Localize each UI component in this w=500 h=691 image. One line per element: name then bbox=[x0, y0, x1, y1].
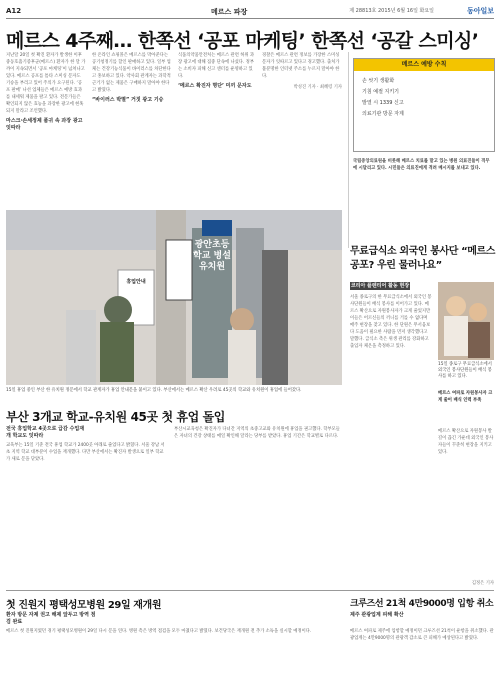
volunteer-side-text: 메르스 확산으로 자원봉사 발길이 끊긴 가운데 외국인 봉사자들이 꾸준히 현장을 지키고 있다. bbox=[438, 429, 494, 455]
prevention-ad-box bbox=[353, 58, 495, 152]
pyeongtaek-text: 메르스 첫 진원지였던 경기 평택성모병원이 29일 다시 문을 연다. 병원 측은 방역 점검을 모두 마쳤다고 밝혔다. 보건당국은 재개원 전 추가 소독을 실시할 예정이다. bbox=[6, 629, 312, 634]
pyeongtaek-headline: 첫 진원지 평택성모병원 29일 재개원 bbox=[6, 600, 162, 611]
sidebar-divider bbox=[348, 52, 349, 248]
pyeongtaek-subhead: 환자 방문 자제 권고 해제 앞두고 방역 점검 완료 bbox=[6, 612, 96, 625]
sidebar-note: 국립중앙의료원을 비롯해 메르스 치료를 맡고 있는 병원 의료진들이 격무에 시달리고 있다. 시민들은 의료진에게 격려 메시지를 보내고 있다. bbox=[353, 159, 490, 171]
section-title: 메르스 파장 bbox=[211, 8, 248, 16]
lead-col-1 bbox=[6, 52, 86, 205]
busan-left-text: 교육부는 15일 기준 전국 휴업 학교가 2400곳 아래로 줄었다고 밝혔다. 서울 강남 서초 지역 학교 대부분이 수업을 재개했다. 다만 부산에서는 확진자 발생으로 일부 학교가 새로 문을 닫았다. bbox=[6, 443, 165, 462]
lead-col-2-subhead: “바이러스 박멸” 거짓 광고 기승 bbox=[92, 97, 164, 103]
ad-line: 의료기관 방문 자제 bbox=[362, 111, 404, 117]
gate-notice-sign: 휴업안내 bbox=[126, 279, 146, 285]
volunteer-bold-note: 메르스 여파로 자원봉사자 크게 줄어 배식 인력 부족 bbox=[438, 391, 493, 403]
ad-line: 발열 시 1339 신고 bbox=[362, 100, 404, 106]
lead-col-1-subhead: 마스크·손세정제 품귀 속 과장 광고 잇따라 bbox=[6, 118, 83, 131]
volunteer-text: 서울 종로구의 한 무료급식소에서 외국인 봉사단원들이 배식 봉사를 이어가고 있다. 메르스 확산으로 자원봉사자가 크게 줄었지만 이들은 어르신들의 끼니를 거를 수 없다며 매주 현장을 찾고 있다. 한 단원은 무서움보다 도움이 필요한 사람을 먼저 생각했다고 말했다. 급식소 측은 위생 관리를 강화하고 출입자 체온을 측정하고 있다. bbox=[350, 295, 432, 349]
main-photo-caption: 15일 휴업 중인 부산 한 유치원 정문에서 학교 관계자가 휴업 안내문을 붙이고 있다. 부산에서는 메르스 확산 우려로 45곳의 학교와 유치원이 휴업에 들어갔다. bbox=[6, 388, 302, 393]
page-number: A12 bbox=[6, 7, 22, 15]
ad-title: 메르스 예방 수칙 bbox=[354, 59, 494, 71]
issue-date: 제 28813호 2015년 6월 16일 화요일 bbox=[349, 8, 434, 14]
bottom-section-rule bbox=[6, 590, 494, 591]
lead-byline: 박성진 기자 · 최혜령 기자 bbox=[293, 85, 342, 90]
cruise-text: 메르스 여파로 제주에 입항할 예정이던 크루즈선 21척이 운항을 취소했다. 관광업계는 4만9000명의 관광객 감소로 큰 피해가 예상된다고 밝혔다. bbox=[350, 629, 494, 641]
main-photo bbox=[6, 210, 342, 385]
volunteer-photo-caption: 15일 종로구 무료급식소에서 외국인 봉사단원들이 배식 봉사를 하고 있다. bbox=[438, 362, 492, 379]
lead-col-4 bbox=[262, 52, 342, 205]
lead-col-2 bbox=[92, 52, 172, 205]
lead-col-3 bbox=[178, 52, 256, 205]
ad-line: 기침 예절 지키기 bbox=[362, 89, 399, 95]
volunteer-photo-illustration bbox=[438, 282, 494, 360]
volunteer-tag: 코리아 플렌티어 활동 현장 bbox=[350, 283, 410, 289]
main-headline: 메르스 4주째… 한쪽선 ‘공포 마케팅’ 한쪽선 ‘공갈 스미싱’ bbox=[6, 30, 479, 52]
lead-col-4-text: 경찰은 메르스 관련 정보를 가장한 스미싱 문자가 잇따르고 있다고 경고했다. 출처가 불분명한 인터넷 주소를 누르지 말아야 한다. bbox=[262, 53, 340, 79]
main-photo-illustration bbox=[6, 210, 342, 385]
volunteer-byline: 김정은 기자 bbox=[471, 581, 494, 586]
page-folio bbox=[6, 6, 494, 19]
volunteer-headline: 무료급식소 외국인 봉사단 “메르스 공포? 우린 물러나요” bbox=[350, 246, 496, 271]
ad-line: 손 씻기 생활화 bbox=[362, 78, 395, 84]
volunteer-photo bbox=[438, 282, 494, 360]
busan-headline: 부산 3개교 학교-유치원 45곳 첫 휴업 돌입 bbox=[6, 410, 225, 424]
lead-col-3-subhead: ‘메르스 확진자 명단’ 미끼 문자도 bbox=[178, 83, 252, 89]
lead-col-2-text: 한 온라인 쇼핑몰은 메르스를 막아준다는 공기청정기를 할인 판매하고 있다. 일부 업체는 건강기능식품이 바이러스를 차단한다고 홍보하고 있다. 약사회 관계자는 과학적 근거가 없는 제품은 구매하지 말아야 한다고 밝혔다. bbox=[92, 53, 171, 93]
lead-col-1-text: 지난달 20일 첫 확진 환자가 발생한 이후 중동호흡기증후군(메르스) 환자가 한 달 가까이 지속되면서 ‘공포 마케팅’이 넘쳐나고 있다. 메르스 공포를 틈타 스미싱 문자도 기승을 부리고 있어 주의가 요구된다. ‘공포 판매’ 나선 업체들은 메르스 예방 효과를 내세워 제품을 팔고 있다. 전문가들은 확인되지 않은 효능을 과장한 광고에 현혹되지 말라고 조언했다. bbox=[6, 53, 86, 114]
busan-right-text: 부산시교육청은 확진자가 다녀간 지역의 초중고교와 유치원에 휴업을 권고했다. 학부모들은 자녀의 건강 상태를 매일 확인해 달라는 당부를 받았다. 휴업 기간은 학교별로 다르다. bbox=[174, 427, 340, 439]
newspaper-brand: 동아일보 bbox=[466, 7, 494, 15]
busan-subhead: 전국 휴업학교 4곳으로 급감 수업재개 학교도 잇따라 bbox=[6, 426, 85, 439]
cruise-headline: 크루즈선 21척 4만9000명 입항 취소 bbox=[350, 599, 494, 609]
school-name-sign: 광안초등학교 병설유치원 bbox=[193, 240, 231, 272]
lead-col-3-text: 식품의약품안전처는 메르스 관련 허위 과장 광고에 대해 집중 단속에 나섰다. 정부는 소비자 피해 신고 센터를 운영하고 있다. bbox=[178, 53, 255, 79]
cruise-subhead: 제주 관광업계 피해 확산 bbox=[350, 612, 404, 618]
